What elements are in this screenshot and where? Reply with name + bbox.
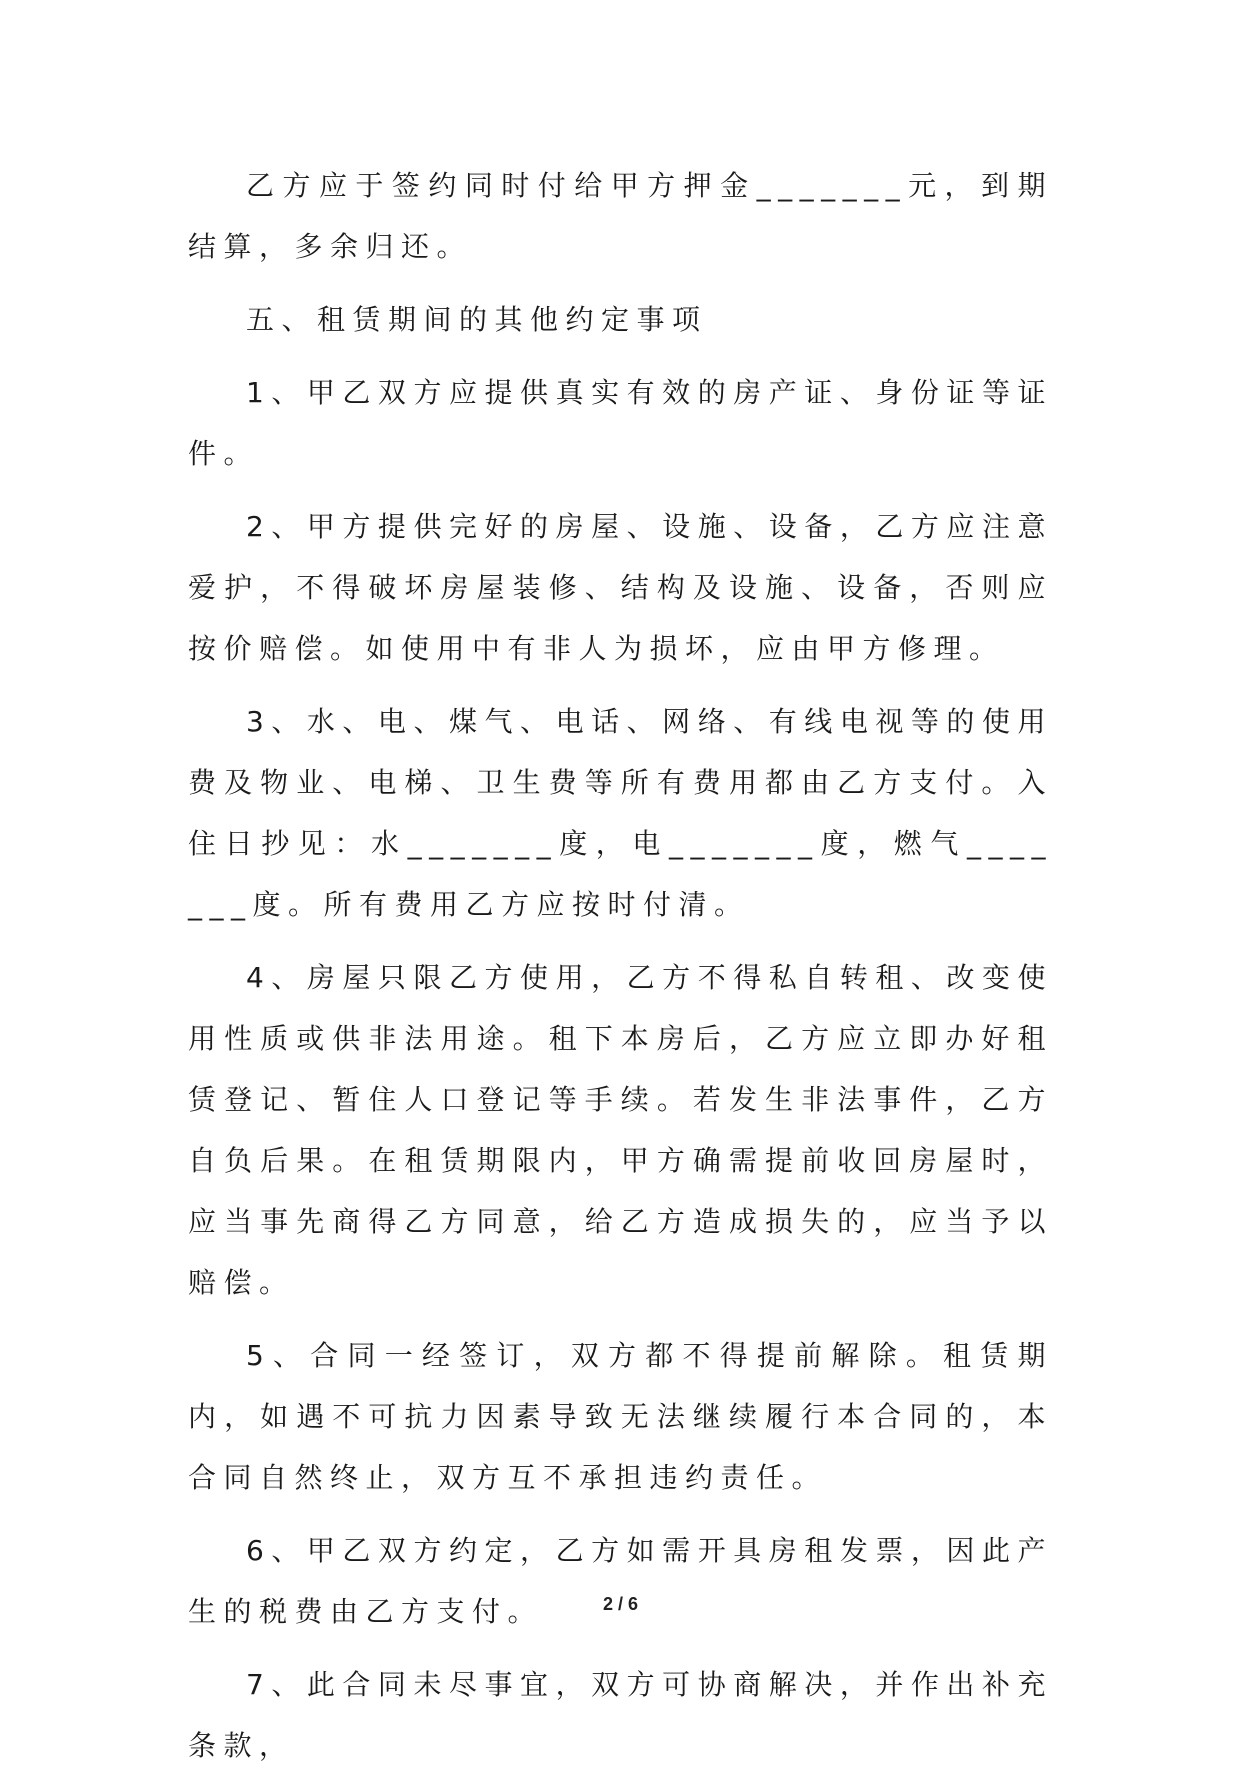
clause-6: 6、甲乙双方约定，乙方如需开具房租发票，因此产生的税费由乙方支付。 (188, 1534, 1053, 1628)
clause-2: 2、甲方提供完好的房屋、设施、设备，乙方应注意爱护，不得破坏房屋装修、结构及设施、设备，否则应按价赔偿。如使用中有非人为损坏，应由甲方修理。 (188, 510, 1053, 665)
clause-1: 1、甲乙双方应提供真实有效的房产证、身份证等证件。 (188, 376, 1053, 470)
clause-4: 4、房屋只限乙方使用，乙方不得私自转租、改变使用性质或供非法用途。租下本房后，乙方应立即办好租赁登记、暂住人口登记等手续。若发生非法事件，乙方自负后果。在租赁期限内，甲方确需提前收回房屋时，应当事先商得乙方同意，给乙方造成损失的，应当予以赔偿。 (188, 961, 1053, 1299)
document-body (188, 155, 1053, 1788)
clause-5: 5、合同一经签订，双方都不得提前解除。租赁期内，如遇不可抗力因素导致无法继续履行本合同的，本合同自然终止，双方互不承担违约责任。 (188, 1339, 1053, 1494)
clause-7: 7、此合同未尽事宜，双方可协商解决，并作出补充条款， (188, 1668, 1053, 1762)
paragraph-deposit: 乙方应于签约同时付给甲方押金_______元，到期结算，多余归还。 (188, 169, 1053, 263)
section-heading-other-terms: 五、租赁期间的其他约定事项 (246, 303, 708, 336)
clause-3: 3、水、电、煤气、电话、网络、有线电视等的使用费及物业、电梯、卫生费等所有费用都由乙方支付。入住日抄见：水_______度，电_______度，燃气_______度。所有费用乙方应按时付清。 (188, 705, 1053, 921)
page-number: 2 / 6 (602, 1594, 639, 1614)
